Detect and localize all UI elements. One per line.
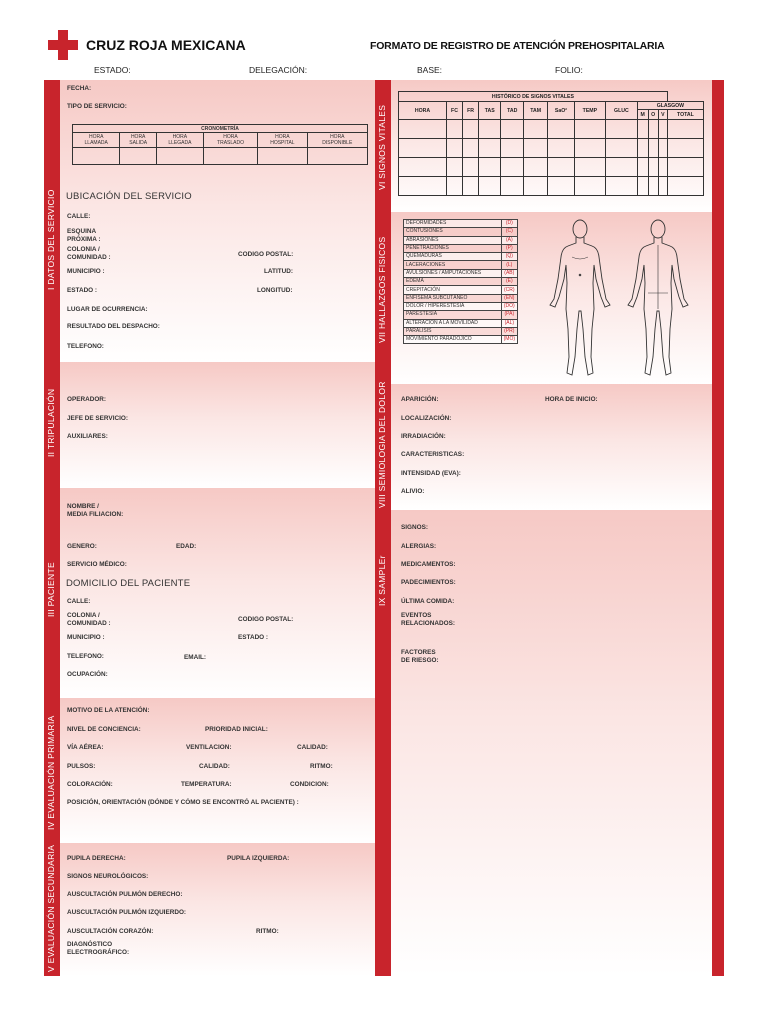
vital-cell[interactable] — [605, 139, 637, 158]
temperatura-label: TEMPERATURA: — [181, 781, 232, 788]
vital-cell[interactable] — [447, 120, 463, 139]
crono-value-cell[interactable] — [73, 148, 120, 165]
body-front-diagram — [546, 217, 614, 382]
ultima-comida-label: ÚLTIMA COMIDA: — [401, 598, 455, 605]
finding-code: (EN) — [501, 294, 517, 302]
hora-inicio-label: HORA DE INICIO: — [545, 396, 598, 403]
finding-name: PARÁLISIS — [404, 327, 502, 335]
paciente-estado-label: ESTADO : — [238, 634, 269, 641]
finding-name: DOLOR / HIPERESTESIA — [404, 302, 502, 310]
signos-neurologicos-label: SIGNOS NEUROLÓGICOS: — [67, 873, 149, 880]
codigo-postal-label: CODIGO POSTAL: — [238, 251, 294, 258]
finding-name: PARESTESIA — [404, 311, 502, 319]
vital-cell[interactable] — [501, 139, 524, 158]
corazon-label: AUSCULTACIÓN CORAZÓN: — [67, 928, 154, 935]
colonia-label: COLONIA / COMUNIDAD : — [67, 246, 111, 261]
vital-col-2: FR — [463, 102, 479, 120]
finding-row — [404, 244, 518, 252]
prioridad-label: PRIORIDAD INICIAL: — [205, 726, 268, 733]
tipo-servicio-label: TIPO DE SERVICIO: — [67, 103, 127, 110]
section-1-label: I DATOS DEL SERVICIO — [46, 189, 56, 291]
crono-value-cell[interactable] — [156, 148, 203, 165]
finding-row — [404, 269, 518, 277]
vital-cell[interactable] — [463, 158, 479, 177]
localizacion-label: LOCALIZACIÓN: — [401, 415, 452, 422]
finding-row — [404, 336, 518, 344]
auxiliares-label: AUXILIARES: — [67, 433, 108, 440]
finding-code: (AL) — [501, 319, 517, 327]
base-header-label: BASE: — [417, 65, 443, 75]
finding-code: (AB) — [501, 269, 517, 277]
vital-cell[interactable] — [637, 139, 648, 158]
finding-row — [404, 327, 518, 335]
crono-value-cell[interactable] — [307, 148, 367, 165]
glasgow-col-1: O — [648, 110, 658, 120]
vital-cell[interactable] — [648, 158, 658, 177]
finding-code: (D) — [501, 220, 517, 228]
estado-header-label: ESTADO: — [94, 65, 131, 75]
calidad-label: CALIDAD: — [297, 744, 328, 751]
vital-cell[interactable] — [447, 139, 463, 158]
edad-label: EDAD: — [176, 543, 197, 550]
alivio-label: ALIVIO: — [401, 488, 425, 495]
finding-code: (CR) — [501, 286, 517, 294]
ritmo-label: RITMO: — [310, 763, 333, 770]
finding-code: (E) — [501, 278, 517, 286]
finding-row — [404, 286, 518, 294]
finding-code: (DO) — [501, 302, 517, 310]
finding-code: (PA) — [501, 311, 517, 319]
vital-cell[interactable] — [524, 158, 548, 177]
finding-name: EDEMA — [404, 278, 502, 286]
genero-label: GENERO: — [67, 543, 97, 550]
ocupacion-label: OCUPACIÓN: — [67, 671, 108, 678]
alergias-label: ALERGIAS: — [401, 543, 437, 550]
longitud-label: LONGITUD: — [257, 287, 293, 294]
vital-col-0: HORA — [399, 102, 447, 120]
vital-cell[interactable] — [479, 139, 501, 158]
vital-cell[interactable] — [637, 120, 648, 139]
vital-cell[interactable] — [574, 177, 605, 196]
vital-cell[interactable] — [667, 120, 703, 139]
finding-name: PENETRACIONES — [404, 244, 502, 252]
vital-cell[interactable] — [501, 177, 524, 196]
factores-label: FACTORES DE RIESGO: — [401, 649, 439, 664]
glasgow-header: GLASGOW — [637, 102, 703, 110]
operador-label: OPERADOR: — [67, 396, 107, 403]
vital-cell[interactable] — [648, 120, 658, 139]
finding-name: QUEMADURAS — [404, 253, 502, 261]
paciente-colonia-label: COLONIA / COMUNIDAD : — [67, 612, 111, 627]
nivel-conciencia-label: NIVEL DE CONCIENCIA: — [67, 726, 141, 733]
vital-cell[interactable] — [399, 120, 447, 139]
paciente-email-label: EMAIL: — [184, 654, 207, 661]
vital-cell[interactable] — [524, 120, 548, 139]
middle-red-bar — [375, 80, 391, 976]
finding-name: ALTERACION A LA MOVILIDAD — [404, 319, 502, 327]
vital-cell[interactable] — [479, 177, 501, 196]
section-1-bg — [44, 80, 375, 362]
vital-row — [399, 139, 704, 158]
vital-cell[interactable] — [658, 120, 667, 139]
vital-cell[interactable] — [501, 120, 524, 139]
vital-cell[interactable] — [447, 158, 463, 177]
vital-cell[interactable] — [658, 177, 667, 196]
paciente-municipio-label: MUNICIPIO : — [67, 634, 105, 641]
section-2-label: II TRIPULACIÓN — [46, 388, 56, 457]
corazon-ritmo-label: RITMO: — [256, 928, 279, 935]
finding-code: (L) — [501, 261, 517, 269]
glasgow-col-3: TOTAL — [667, 110, 703, 120]
pupila-izquierda-label: PUPILA IZQUIERDA: — [227, 855, 290, 862]
crono-col-2: HORA LLEGADA — [156, 133, 203, 148]
section-4-label: IV EVALUACIÓN PRIMARIA — [46, 715, 56, 830]
section-6-label: VI SIGNOS VITALES — [377, 104, 387, 191]
glasgow-col-2: V — [658, 110, 667, 120]
via-aerea-label: VÍA AÉREA: — [67, 744, 104, 751]
crono-col-1: HORA SALIDA — [120, 133, 157, 148]
finding-row — [404, 220, 518, 228]
vital-cell[interactable] — [548, 158, 575, 177]
vital-cell[interactable] — [524, 139, 548, 158]
latitud-label: LATITUD: — [264, 268, 293, 275]
vital-col-8: GLUC — [605, 102, 637, 120]
vital-col-3: TAS — [479, 102, 501, 120]
pulmon-izquierdo-label: AUSCULTACIÓN PULMÓN IZQUIERDO: — [67, 909, 187, 916]
crono-col-4: HORA HOSPITAL — [258, 133, 307, 148]
finding-code: (P) — [501, 244, 517, 252]
finding-name: CREPITACIÓN — [404, 286, 502, 294]
coloracion-label: COLORACIÓN: — [67, 781, 113, 788]
section-5-label: V EVALUACIÓN SECUNDARIA — [46, 844, 56, 972]
vital-cell[interactable] — [637, 177, 648, 196]
vital-cell[interactable] — [399, 177, 447, 196]
vital-cell[interactable] — [548, 139, 575, 158]
vital-cell[interactable] — [399, 158, 447, 177]
pulsos-calidad-label: CALIDAD: — [199, 763, 230, 770]
vital-col-6: SaO² — [548, 102, 575, 120]
resultado-despacho-label: RESULTADO DEL DESPACHO: — [67, 323, 160, 330]
vital-cell[interactable] — [667, 177, 703, 196]
folio-header-label: FOLIO: — [555, 65, 583, 75]
vital-signs-table — [398, 91, 704, 196]
finding-row — [404, 319, 518, 327]
section-8-label: VIII SEMIOLOGIA DEL DOLOR — [377, 381, 387, 509]
vital-cell[interactable] — [399, 139, 447, 158]
crono-col-5: HORA DISPONIBLE — [307, 133, 367, 148]
diagnostico-label: DIAGNÓSTICO ELECTROGRÁFICO: — [67, 941, 130, 956]
vital-cell[interactable] — [605, 120, 637, 139]
finding-code: (A) — [501, 236, 517, 244]
nombre-label: NOMBRE / MEDIA FILIACION: — [67, 503, 124, 518]
vital-cell[interactable] — [667, 139, 703, 158]
medicamentos-label: MEDICAMENTOS: — [401, 561, 456, 568]
vital-cell[interactable] — [463, 120, 479, 139]
org-name: CRUZ ROJA MEXICANA — [86, 37, 246, 53]
irradiacion-label: IRRADIACIÓN: — [401, 433, 446, 440]
form-title: FORMATO DE REGISTRO DE ATENCIÓN PREHOSPITALARIA — [370, 40, 665, 52]
finding-code: (PR) — [501, 327, 517, 335]
pulmon-derecho-label: AUSCULTACIÓN PULMÓN DERECHO: — [67, 891, 183, 898]
vital-cell[interactable] — [637, 158, 648, 177]
paciente-calle-label: CALLE: — [67, 598, 91, 605]
finding-row — [404, 302, 518, 310]
vital-cell[interactable] — [605, 158, 637, 177]
pupila-derecha-label: PUPILA DERECHA: — [67, 855, 126, 862]
vital-cell[interactable] — [605, 177, 637, 196]
intensidad-label: INTENSIDAD (EVA): — [401, 470, 461, 477]
vital-cell[interactable] — [548, 120, 575, 139]
crono-value-cell[interactable] — [120, 148, 157, 165]
paciente-telefono-label: TELEFONO: — [67, 653, 104, 660]
finding-row — [404, 253, 518, 261]
finding-row — [404, 261, 518, 269]
finding-row — [404, 294, 518, 302]
delegacion-header-label: DELEGACIÓN: — [249, 65, 308, 75]
vital-cell[interactable] — [574, 120, 605, 139]
vital-cell[interactable] — [658, 139, 667, 158]
section-9-label: IX SAMPLEr — [377, 555, 387, 606]
vital-cell[interactable] — [479, 120, 501, 139]
vital-col-7: TEMP — [574, 102, 605, 120]
finding-name: LACERACIONES — [404, 261, 502, 269]
signos-label: SIGNOS: — [401, 524, 428, 531]
red-cross-logo — [48, 30, 78, 60]
section-7-label: VII HALLAZGOS FISICOS — [377, 236, 387, 343]
ubicacion-heading: UBICACIÓN DEL SERVICIO — [66, 191, 192, 202]
finding-code: (Q) — [501, 253, 517, 261]
vital-cell[interactable] — [648, 177, 658, 196]
crono-value-cell[interactable] — [258, 148, 307, 165]
finding-row — [404, 228, 518, 236]
finding-name: ENFISEMA SUBCUTÁNEO — [404, 294, 502, 302]
caracteristicas-label: CARACTERISTICAS: — [401, 451, 465, 458]
cronometria-title: CRONOMETRÍA — [73, 125, 368, 133]
vital-col-4: TAD — [501, 102, 524, 120]
aparicion-label: APARICIÓN: — [401, 396, 439, 403]
crono-col-3: HORA TRASLADO — [203, 133, 257, 148]
vital-col-5: TAM — [524, 102, 548, 120]
vital-cell[interactable] — [463, 177, 479, 196]
section-3-bg — [44, 488, 375, 698]
finding-code: (MO) — [501, 336, 517, 344]
vital-cell[interactable] — [548, 177, 575, 196]
finding-row — [404, 311, 518, 319]
finding-name: MOVIMIENTO PARADÓJICO — [404, 336, 502, 344]
right-red-bar — [712, 80, 724, 976]
vital-cell[interactable] — [501, 158, 524, 177]
servicio-medico-label: SERVICIO MÉDICO: — [67, 561, 127, 568]
condicion-label: CONDICION: — [290, 781, 329, 788]
finding-row — [404, 278, 518, 286]
finding-name: CONTUSIONES — [404, 228, 502, 236]
posicion-label: POSICIÓN, ORIENTACIÓN (DÓNDE Y CÓMO SE ENCONTRÓ AL PACIENTE) : — [67, 799, 299, 806]
vital-cell[interactable] — [574, 139, 605, 158]
vital-cell[interactable] — [658, 158, 667, 177]
vital-cell[interactable] — [648, 139, 658, 158]
vital-cell[interactable] — [524, 177, 548, 196]
eventos-label: EVENTOS RELACIONADOS: — [401, 612, 455, 627]
vital-cell[interactable] — [667, 158, 703, 177]
vital-col-1: FC — [447, 102, 463, 120]
vital-row — [399, 120, 704, 139]
jefe-servicio-label: JEFE DE SERVICIO: — [67, 415, 128, 422]
vital-cell[interactable] — [479, 158, 501, 177]
finding-code: (C) — [501, 228, 517, 236]
motivo-label: MOTIVO DE LA ATENCIÓN: — [67, 707, 150, 714]
padecimientos-label: PADECIMIENTOS: — [401, 579, 456, 586]
vital-cell[interactable] — [574, 158, 605, 177]
glasgow-col-0: M — [637, 110, 648, 120]
section-4-bg — [44, 698, 375, 843]
body-back-diagram — [624, 217, 692, 382]
section-2-bg — [44, 362, 375, 488]
telefono-label: TELEFONO: — [67, 343, 104, 350]
vital-row — [399, 158, 704, 177]
crono-col-0: HORA LLAMADA — [73, 133, 120, 148]
fecha-label: FECHA: — [67, 85, 92, 92]
pulsos-label: PULSOS: — [67, 763, 96, 770]
finding-name: ABRASIONES — [404, 236, 502, 244]
vital-cell[interactable] — [447, 177, 463, 196]
finding-name: DEFORMIDADES — [404, 220, 502, 228]
vital-signs-title: HISTÓRICO DE SIGNOS VITALES — [399, 92, 668, 102]
crono-value-cell[interactable] — [203, 148, 257, 165]
vital-cell[interactable] — [463, 139, 479, 158]
findings-table — [403, 219, 518, 344]
lugar-ocurrencia-label: LUGAR DE OCURRENCIA: — [67, 306, 148, 313]
section-3-label: III PACIENTE — [46, 562, 56, 618]
municipio-label: MUNICIPIO : — [67, 268, 105, 275]
finding-name: AVULSIONES / AMPUTACIONES — [404, 269, 502, 277]
estado-label: ESTADO : — [67, 287, 98, 294]
finding-row — [404, 236, 518, 244]
domicilio-heading: DOMICILIO DEL PACIENTE — [66, 578, 191, 589]
calle-label: CALLE: — [67, 213, 91, 220]
paciente-cp-label: CODIGO POSTAL: — [238, 616, 294, 623]
vital-row — [399, 177, 704, 196]
ventilacion-label: VENTILACION: — [186, 744, 232, 751]
esquina-label: ESQUINA PRÓXIMA : — [67, 228, 101, 243]
cronometria-table — [72, 124, 368, 165]
